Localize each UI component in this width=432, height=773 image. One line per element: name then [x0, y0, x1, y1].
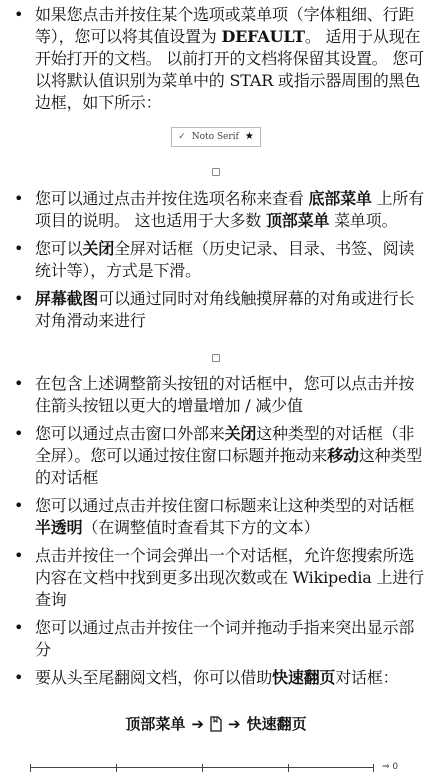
tip-text: 这种类型的对话框: [35, 446, 423, 487]
font-name: Noto Serif: [191, 132, 239, 142]
tips-list-3: [0, 373, 432, 689]
document-icon: [210, 716, 222, 732]
emphasis-text: 底部菜单: [308, 189, 372, 208]
default-indicator-sample: [0, 124, 432, 147]
tip-text: 您可以通过点击并按住窗口标题来让这种类型的对话框: [35, 496, 415, 515]
emphasis-text: 移动: [327, 446, 359, 465]
tip-item: [0, 4, 432, 114]
emphasis-text: 屏幕截图: [35, 289, 99, 308]
section-separator-icon: [212, 168, 220, 176]
tips-group-1: [0, 4, 432, 114]
arrow-right-icon: ➔: [191, 714, 204, 733]
tip-item: [0, 667, 432, 689]
emphasis-text: 顶部菜单: [265, 211, 330, 230]
progress-bar[interactable]: [30, 764, 374, 772]
tip-text: 上所有项目的说明。 这也适用于大多数: [35, 189, 424, 230]
tip-text: 点击并按住一个词会弹出一个对话框，允许您搜索所选内容在文档中找到更多出现次数或在 Wikipedia 上进行查询: [35, 546, 424, 609]
tip-text: 可以通过同时对角线触摸屏幕的对角或进行长对角滑动来进行: [35, 289, 415, 330]
emphasis-text: 快速翻页: [272, 668, 336, 687]
tip-text: 如果您点击并按住某个选项或菜单项（字体粗细、行距等），您可以将其值设置为: [35, 5, 415, 46]
tip-text: 。 适用于从现在开始打开的文档。 以前打开的文档将保留其设置。 您可以将默认值识别为菜单中的 STAR 或指示器周围的黑色边框，如下所示：: [35, 27, 424, 112]
tip-text: 您可以通过点击窗口外部来: [35, 424, 225, 443]
tip-text: 您可以通过点击并按住选项名称来查看: [35, 189, 309, 208]
font-menu-sample: [171, 127, 261, 147]
tip-item: [0, 495, 432, 539]
arrow-right-icon: ➔: [228, 714, 241, 733]
tip-item: [0, 617, 432, 661]
tips-group-2: [0, 188, 432, 332]
tip-item: [0, 423, 432, 489]
tips-group-3: [0, 373, 432, 689]
tip-item: [0, 288, 432, 332]
skim-label: 快速翻页: [246, 715, 307, 733]
tip-item: [0, 545, 432, 611]
tip-text: 这种类型的对话框（非全屏）。您可以通过按住窗口标题并拖动来: [35, 424, 415, 465]
tip-text: 要从头至尾翻阅文档，你可以借助: [35, 668, 273, 687]
tip-text: 您可以通过点击并按住一个词并拖动手指来突出显示部分: [35, 618, 415, 659]
tip-text: 您可以: [35, 239, 83, 258]
footer-status: ⇒ 0: [382, 762, 399, 772]
emphasis-text: DEFAULT: [221, 27, 305, 46]
emphasis-text: 半透明: [35, 518, 83, 537]
skim-navigation-path: [0, 713, 432, 734]
emphasis-text: 关闭: [82, 239, 115, 258]
tip-text: 菜单项。: [329, 211, 398, 230]
section-separator-icon: [212, 354, 220, 362]
tip-item: [0, 238, 432, 282]
tip-item: [0, 188, 432, 232]
tip-text: 全屏对话框（历史记录、目录、书签、阅读统计等），方式是下滑。: [35, 239, 415, 280]
emphasis-text: 关闭: [224, 424, 257, 443]
tips-list-1: [0, 4, 432, 114]
tip-text: 对话框：: [335, 668, 399, 687]
tips-list-2: [0, 188, 432, 332]
top-menu-label: 顶部菜单: [125, 715, 186, 733]
tip-text: （在调整值时查看其下方的文本）: [82, 518, 320, 537]
tip-item: [0, 373, 432, 417]
star-icon: ★: [244, 131, 254, 142]
tip-text: 在包含上述调整箭头按钮的对话框中，您可以点击并按住箭头按钮以更大的增量增加 / 减少值: [35, 374, 415, 415]
check-icon: ✓: [178, 132, 186, 142]
